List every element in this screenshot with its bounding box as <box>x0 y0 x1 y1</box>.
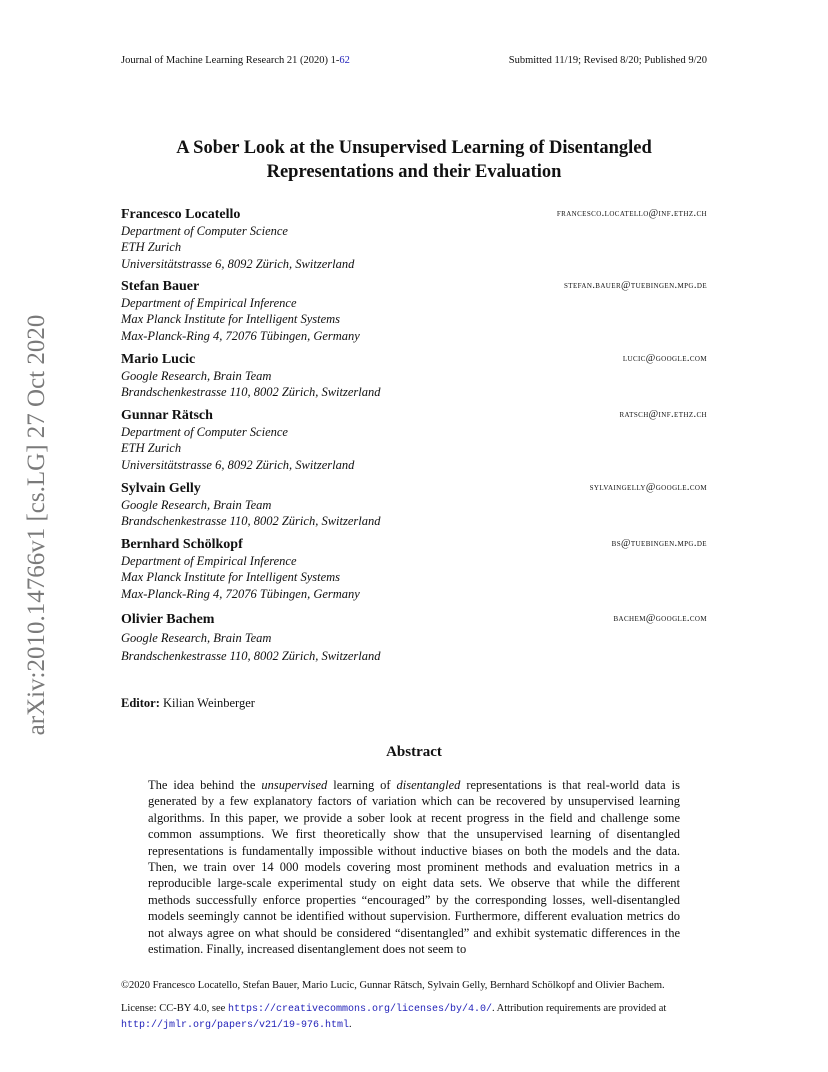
license-text: . <box>349 1019 352 1030</box>
author-affiliation-line: Brandschenkestrasse 110, 8002 Zürich, Switzerland <box>121 649 381 664</box>
license-text: License: CC-BY 4.0, see <box>121 1003 228 1014</box>
author-affiliation-line: Brandschenkestrasse 110, 8002 Zürich, Switzerland <box>121 385 381 400</box>
author-name: Stefan Bauer <box>121 279 200 294</box>
author-affiliation-line: Department of Empirical Inference <box>121 554 297 568</box>
author-affiliation-line: ETH Zurich <box>121 441 182 456</box>
author-email[interactable]: lucic@google.com <box>622 353 707 364</box>
author-affiliation-line: Google Research, Brain Team <box>121 369 272 383</box>
author-affiliation-line: Brandschenkestrasse 110, 8002 Zürich, Switzerland <box>121 514 381 529</box>
author-name: Gunnar Rätsch <box>121 408 213 423</box>
author-name: Sylvain Gelly <box>121 481 201 496</box>
author-email[interactable]: sylvaingelly@google.com <box>589 482 707 493</box>
submission-dates: Submitted 11/19; Revised 8/20; Published 9/20 <box>508 55 707 66</box>
abstract-text <box>148 777 680 957</box>
abstract-emphasis: unsupervised <box>261 778 328 792</box>
author-block <box>121 278 707 344</box>
author-email[interactable]: ratsch@inf.ethz.ch <box>619 409 707 420</box>
author-affiliation-line: Max Planck Institute for Intelligent Systems <box>121 570 341 585</box>
author-affiliation-line: Google Research, Brain Team <box>121 631 272 645</box>
author-affiliation-line: Max Planck Institute for Intelligent Systems <box>121 312 341 327</box>
editor-name: Kilian Weinberger <box>163 696 255 710</box>
author-name: Francesco Locatello <box>121 207 241 222</box>
paper-title <box>100 136 728 184</box>
journal-pages-link[interactable]: 62 <box>339 55 350 66</box>
author-block <box>121 480 707 530</box>
author-email[interactable]: stefan.bauer@tuebingen.mpg.de <box>563 280 707 291</box>
author-block <box>121 611 707 665</box>
author-affiliation-line: Google Research, Brain Team <box>121 498 272 512</box>
abstract-emphasis: disentangled <box>396 778 461 792</box>
abstract-text-part: learning of <box>327 778 397 792</box>
author-block <box>121 536 707 602</box>
title-line-1: A Sober Look at the Unsupervised Learning of Disentangled <box>176 138 652 158</box>
author-name: Olivier Bachem <box>121 612 215 627</box>
paper-link[interactable]: http://jmlr.org/papers/v21/19-976.html <box>121 1020 350 1031</box>
author-affiliation-line: Max-Planck-Ring 4, 72076 Tübingen, Germany <box>121 586 360 601</box>
journal-name: Journal of Machine Learning Research 21 (2020) 1- <box>121 55 340 66</box>
abstract-heading: Abstract <box>386 744 442 760</box>
arxiv-stamp: arXiv:2010.14766v1 [cs.LG] 27 Oct 2020 <box>23 314 50 736</box>
license-text: . Attribution requirements are provided at <box>491 1003 667 1014</box>
author-affiliation-line: Department of Computer Science <box>121 224 288 238</box>
author-affiliation-line: Universitätstrasse 6, 8092 Zürich, Switzerland <box>121 256 355 271</box>
author-affiliation-line: Universitätstrasse 6, 8092 Zürich, Switzerland <box>121 457 355 472</box>
author-email[interactable]: francesco.locatello@inf.ethz.ch <box>556 208 707 219</box>
author-name: Bernhard Schölkopf <box>121 537 243 552</box>
author-affiliation-line: Department of Empirical Inference <box>121 296 297 310</box>
author-affiliation-line: ETH Zurich <box>121 240 182 255</box>
editor-line <box>121 696 255 711</box>
author-block <box>121 206 707 272</box>
license-notice <box>121 1001 707 1033</box>
author-email[interactable]: bachem@google.com <box>613 613 707 624</box>
author-email[interactable]: bs@tuebingen.mpg.de <box>611 538 707 549</box>
author-block <box>121 351 707 401</box>
editor-label: Editor: <box>121 696 160 710</box>
author-name: Mario Lucic <box>121 352 196 367</box>
abstract-text-part: representations is that real-world data is generated by a few explanatory factors of variation which can be recovered by unsupervised learning algorithms. In this paper, we provide a sober look at recent progress in the field and challenge some common assumptions. We first theoretically show that the unsupervised learning of disentangled representations is fundamentally impossible without inductive biases on both the models and the data. Then, we train over 14 000 models covering most prominent methods and evaluation metrics in a reproducible large-scale experimental study on eight data sets. We observe that while the different methods successfully enforce properties “encouraged” by the corresponding losses, well-disentangled models seemingly cannot be identified without supervision. Furthermore, different evaluation metrics do not always agree on what should be considered “disentangled” and exhibit systematic differences in the estimation. Finally, increased disentanglement does not seem to <box>148 778 681 957</box>
author-affiliation-line: Max-Planck-Ring 4, 72076 Tübingen, Germany <box>121 328 360 343</box>
license-link[interactable]: https://creativecommons.org/licenses/by/4.0/ <box>227 1004 492 1015</box>
abstract-text-part: The idea behind the <box>148 778 262 792</box>
author-affiliation-line: Department of Computer Science <box>121 425 288 439</box>
author-block <box>121 407 707 473</box>
copyright-notice: ©2020 Francesco Locatello, Stefan Bauer, Mario Lucic, Gunnar Rätsch, Sylvain Gelly, Bernhard Schölkopf and Olivier Bachem. <box>121 980 665 991</box>
journal-header <box>121 55 350 66</box>
title-line-2: Representations and their Evaluation <box>266 162 562 182</box>
